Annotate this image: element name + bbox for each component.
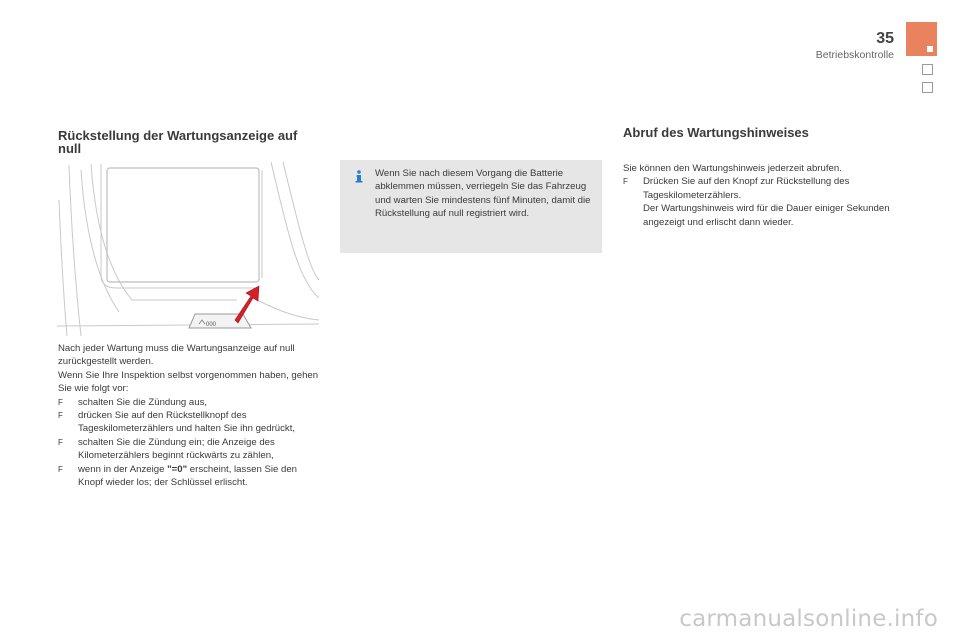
section-title-reset: Rückstellung der Wartungsanzeige auf null	[58, 128, 298, 156]
recall-intro: Sie können den Wartungshinweis jederzeit abrufen.	[623, 163, 842, 174]
info-icon	[352, 169, 366, 183]
recall-continuation: Der Wartungshinweis wird für die Dauer einiger Sekunden angezeigt und erlischt dann wieder.	[643, 203, 890, 228]
bullet-text: drücken Sie auf den Rückstellknopf des Tageskilometerzählers und halten Sie ihn gedrückt,	[78, 410, 296, 435]
bullet-text: schalten Sie die Zündung ein; die Anzeige des Kilometerzählers beginnt rückwärts zu zählen,	[78, 436, 275, 462]
recall-instructions	[623, 162, 893, 229]
bullet-text: schalten Sie die Zündung aus,	[78, 396, 208, 408]
bullet-text-post: erscheint, lassen Sie den Knopf wieder los; der Schlüssel erlischt.	[78, 463, 297, 489]
bullet-marker: F	[58, 397, 63, 407]
chapter-tab-marker	[927, 46, 933, 52]
list-item	[58, 396, 323, 409]
section-label: Betriebskontrolle	[815, 49, 894, 61]
bullet-text	[78, 463, 323, 490]
bullet-marker: F	[58, 464, 63, 474]
figure-odometer-label: 000	[206, 322, 217, 328]
nav-box-2[interactable]	[922, 82, 933, 93]
bullet-marker: F	[58, 437, 63, 447]
reset-instructions	[58, 342, 323, 489]
nav-box-1[interactable]	[922, 64, 933, 75]
watermark: carmanualsonline.info	[679, 606, 938, 632]
list-item	[58, 409, 323, 436]
instrument-panel-illustration	[57, 160, 319, 336]
bullet-marker: F	[58, 411, 63, 421]
chapter-tab[interactable]	[906, 22, 937, 56]
reset-intro-1: Nach jeder Wartung muss die Wartungsanzeige auf null zurückgestellt werden.	[58, 343, 295, 368]
section-title-recall: Abruf des Wartungshinweises	[623, 125, 809, 140]
bullet-marker: F	[623, 177, 628, 187]
list-item	[58, 463, 323, 490]
info-note	[340, 160, 602, 253]
page-number: 35	[876, 30, 894, 47]
info-text: Wenn Sie nach diesem Vorgang die Batterie abklemmen müssen, verriegeln Sie das Fahrzeug und warten Sie mindestens fünf Minuten, damit die Rückstellung auf null registriert wird.	[375, 168, 591, 220]
bullet-text-bold: "=0"	[167, 463, 188, 475]
bullet-text: Drücken Sie auf den Knopf zur Rückstellung des Tageskilometerzählers.	[643, 176, 850, 201]
reset-intro-2: Wenn Sie Ihre Inspektion selbst vorgenommen haben, gehen Sie wie folgt vor:	[58, 369, 319, 395]
bullet-text-pre: wenn in der Anzeige	[78, 463, 168, 475]
list-item	[623, 175, 893, 202]
list-item	[58, 436, 323, 463]
